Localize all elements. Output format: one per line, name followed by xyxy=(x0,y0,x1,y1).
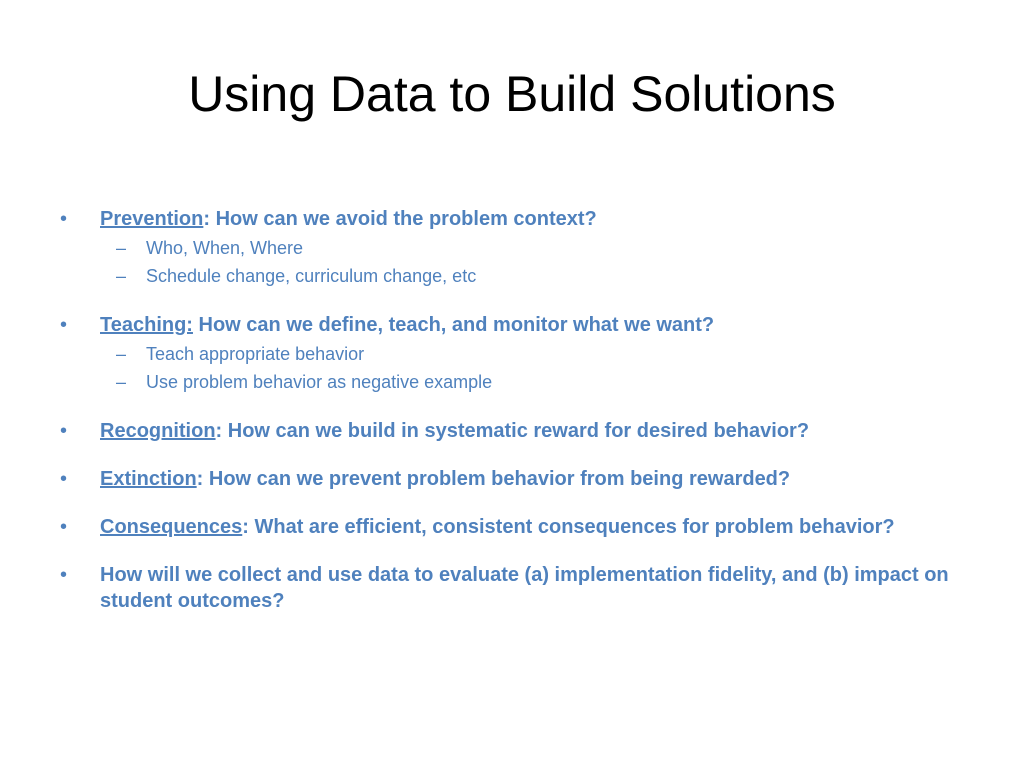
bullet-text xyxy=(100,206,970,232)
bullet-text xyxy=(100,466,970,492)
sub-item xyxy=(102,262,970,290)
bullet-text xyxy=(100,514,970,540)
bullet-question: : How can we avoid the problem context? xyxy=(203,208,597,230)
dash-icon: – xyxy=(116,266,127,286)
bullet-item-prevention xyxy=(60,206,970,290)
bullet-dot-icon: • xyxy=(60,468,68,490)
bullet-item-data-collection xyxy=(60,562,970,614)
bullet-list xyxy=(60,206,970,614)
bullet-term: Consequences xyxy=(100,516,243,538)
dash-icon: – xyxy=(116,238,127,258)
bullet-dot-icon: • xyxy=(60,208,68,230)
bullet-dot-icon: • xyxy=(60,314,68,336)
sub-item-text: Who, When, Where xyxy=(146,238,304,258)
bullet-text xyxy=(100,312,970,338)
sub-list xyxy=(100,234,970,290)
sub-item-text: Teach appropriate behavior xyxy=(146,344,365,364)
sub-list xyxy=(100,340,970,396)
bullet-dot-icon: • xyxy=(60,564,68,586)
sub-item xyxy=(102,340,970,368)
bullet-term: Extinction xyxy=(100,468,197,490)
sub-item-text: Use problem behavior as negative example xyxy=(146,372,493,392)
bullet-question: How can we define, teach, and monitor what we want? xyxy=(192,314,715,336)
slide-title: Using Data to Build Solutions xyxy=(188,66,836,122)
sub-item-text: Schedule change, curriculum change, etc xyxy=(146,266,477,286)
bullet-text xyxy=(100,562,970,614)
sub-item xyxy=(102,368,970,396)
bullet-item-recognition xyxy=(60,418,970,444)
bullet-item-consequences xyxy=(60,514,970,540)
bullet-term: Recognition xyxy=(100,420,216,442)
dash-icon: – xyxy=(116,372,127,392)
bullet-question: : How can we build in systematic reward for desired behavior? xyxy=(215,420,810,442)
bullet-item-teaching xyxy=(60,312,970,396)
bullet-text xyxy=(100,418,970,444)
bullet-item-extinction xyxy=(60,466,970,492)
bullet-term: Prevention xyxy=(100,208,204,230)
dash-icon: – xyxy=(116,344,127,364)
bullet-dot-icon: • xyxy=(60,516,68,538)
bullet-term: Teaching: xyxy=(100,314,193,336)
sub-item xyxy=(102,234,970,262)
bullet-question: : What are efficient, consistent consequences for problem behavior? xyxy=(242,516,895,538)
bullet-question: : How can we prevent problem behavior from being rewarded? xyxy=(196,468,791,490)
bullet-question: How will we collect and use data to evaluate (a) implementation fidelity, and (b) impact on student outcomes? xyxy=(100,564,949,612)
bullet-dot-icon: • xyxy=(60,420,68,442)
